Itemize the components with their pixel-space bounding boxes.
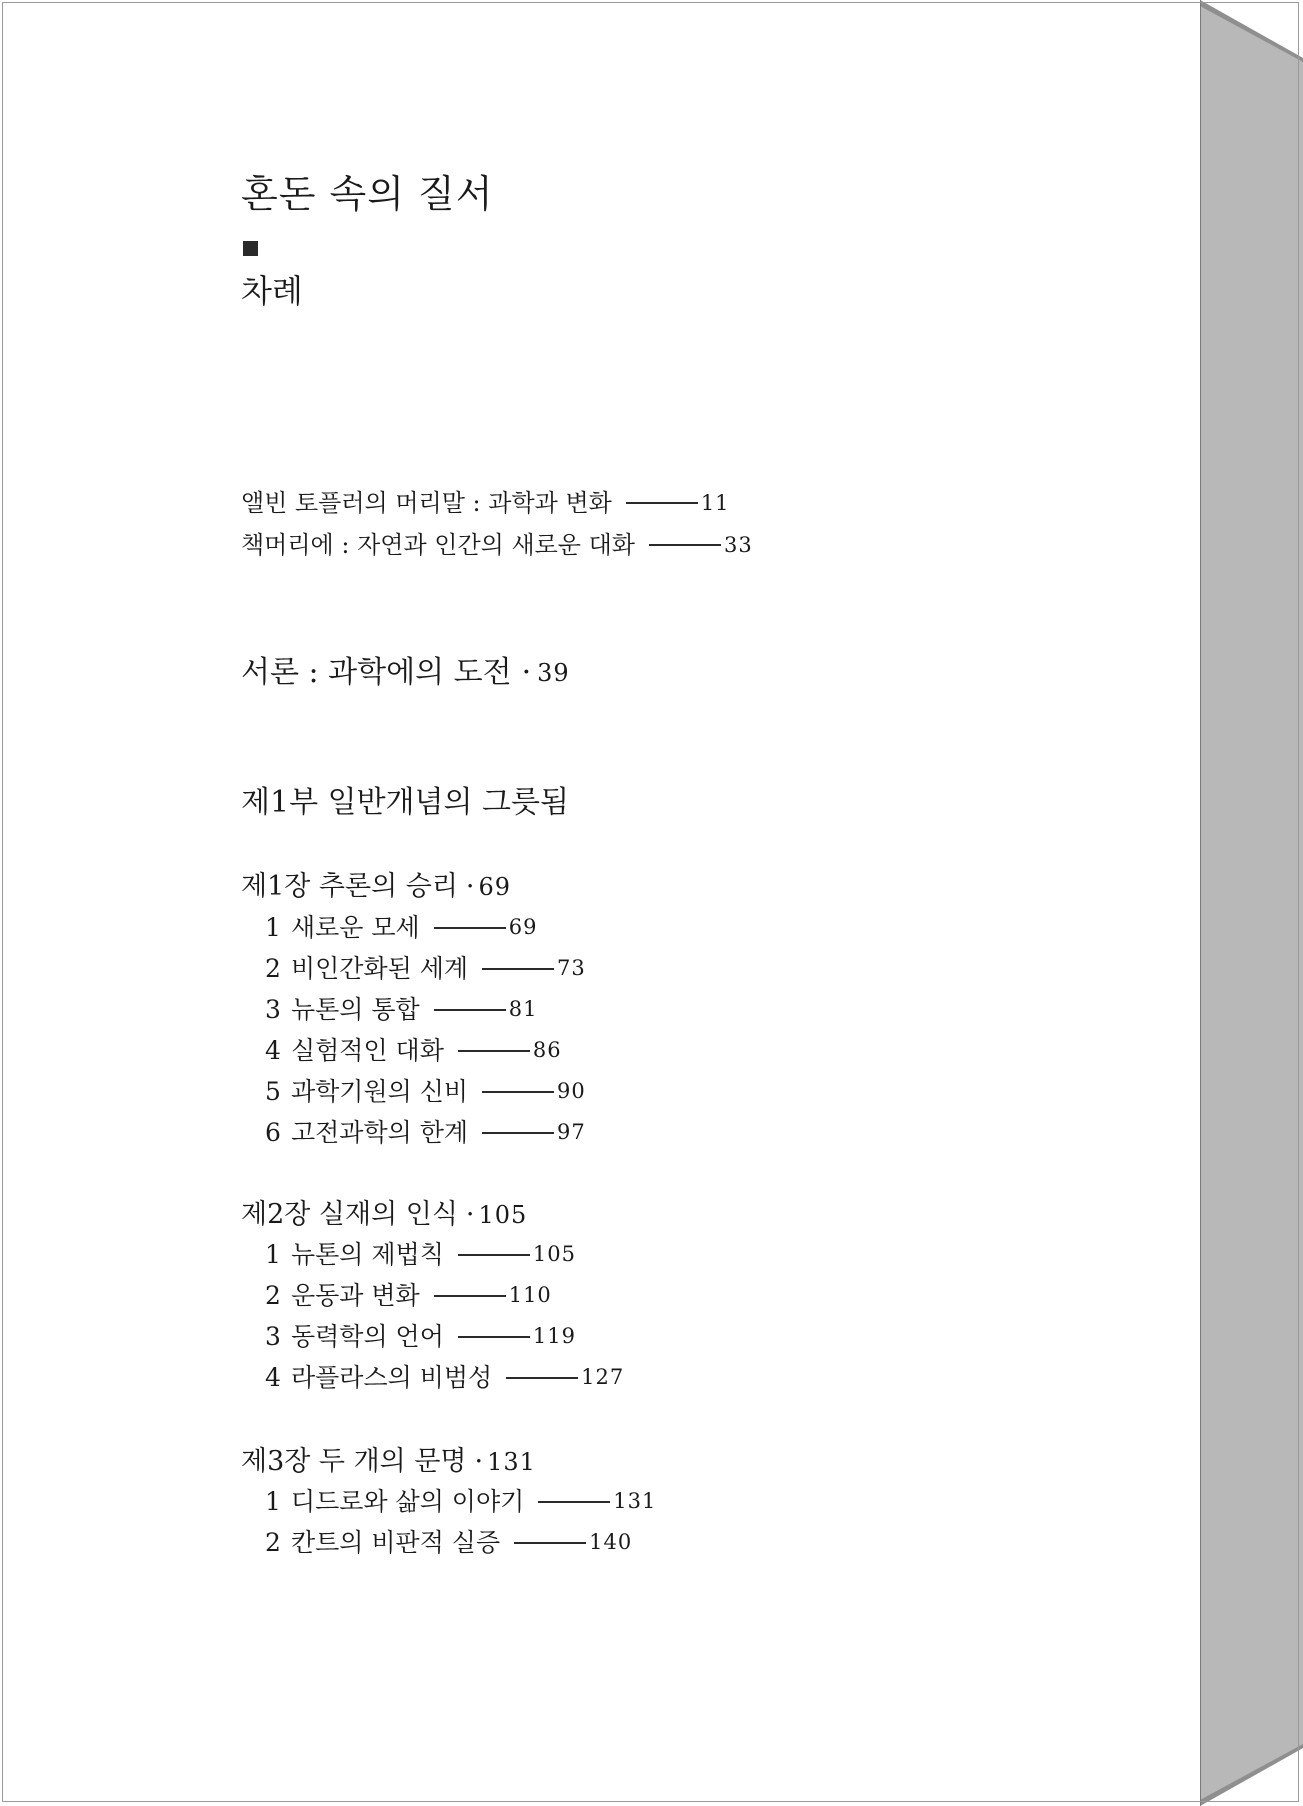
entry-index: 1: [265, 1240, 281, 1269]
entry-title: 운동과 변화: [291, 1281, 420, 1310]
entry-page: 110: [508, 1283, 552, 1307]
book-title: 혼돈 속의 질서: [241, 172, 494, 216]
entry-title: 칸트의 비판적 실증: [291, 1528, 501, 1557]
entry-page: 105: [532, 1242, 576, 1266]
entry-title: 새로운 모세: [291, 913, 420, 942]
entry-index: 6: [265, 1118, 281, 1147]
entry-page: 140: [589, 1530, 633, 1554]
entry-title: 앨빈 토플러의 머리말 : 과학과 변화: [241, 489, 612, 517]
entry-title: 뉴톤의 통합: [291, 995, 420, 1024]
chapter-title: 제2장 실재의 인식: [241, 1199, 458, 1230]
chapter-title: 제1장 추론의 승리: [241, 871, 458, 902]
separator-dot: ·: [521, 655, 532, 690]
intro-page: 39: [537, 659, 570, 687]
entry-index: 5: [265, 1077, 281, 1106]
entry-index: 4: [265, 1036, 281, 1065]
entry-page: 131: [613, 1489, 657, 1513]
intro-title: 서론 : 과학에의 도전: [241, 655, 512, 690]
chapter-page: 131: [487, 1447, 536, 1476]
entry-page: 81: [508, 997, 538, 1021]
separator-dot: ·: [465, 871, 475, 902]
chapter-page: 69: [478, 872, 512, 901]
entry-page: 33: [724, 532, 753, 557]
entry-index: 2: [265, 1281, 281, 1310]
entry-page: 97: [557, 1120, 586, 1144]
entry-index: 4: [265, 1363, 281, 1392]
entry-title: 동력학의 언어: [291, 1322, 444, 1351]
entry-title: 고전과학의 한계: [291, 1118, 468, 1147]
entry-title: 과학기원의 신비: [291, 1077, 468, 1106]
entry-title: 비인간화된 세계: [291, 954, 468, 983]
chapter-page: 105: [478, 1200, 528, 1229]
entry-index: 3: [265, 995, 281, 1024]
part-title: 제1부 일반개념의 그릇됨: [241, 785, 569, 820]
page-frame: [2, 2, 1299, 1802]
entry-index: 2: [265, 954, 281, 983]
entry-title: 라플라스의 비범성: [291, 1363, 493, 1392]
entry-title: 실험적인 대화: [291, 1036, 444, 1065]
entry-title: 디드로와 삶의 이야기: [291, 1487, 525, 1516]
entry-page: 90: [557, 1079, 586, 1103]
entry-page: 73: [557, 956, 586, 980]
entry-index: 1: [265, 1487, 281, 1516]
entry-page: 119: [532, 1324, 576, 1348]
entry-index: 3: [265, 1322, 281, 1351]
toc-label: 차례: [241, 272, 303, 310]
entry-index: 1: [265, 913, 281, 942]
entry-page: 11: [700, 490, 730, 515]
separator-dot: ·: [465, 1199, 475, 1230]
chapter-title: 제3장 두 개의 문명: [241, 1446, 467, 1477]
entry-title: 책머리에 : 자연과 인간의 새로운 대화: [241, 531, 635, 559]
separator-dot: ·: [474, 1446, 484, 1477]
entry-title: 뉴톤의 제법칙: [291, 1240, 444, 1269]
entry-page: 86: [532, 1038, 562, 1062]
entry-page: 69: [508, 915, 538, 939]
entry-index: 2: [265, 1528, 281, 1557]
entry-page: 127: [581, 1365, 625, 1389]
